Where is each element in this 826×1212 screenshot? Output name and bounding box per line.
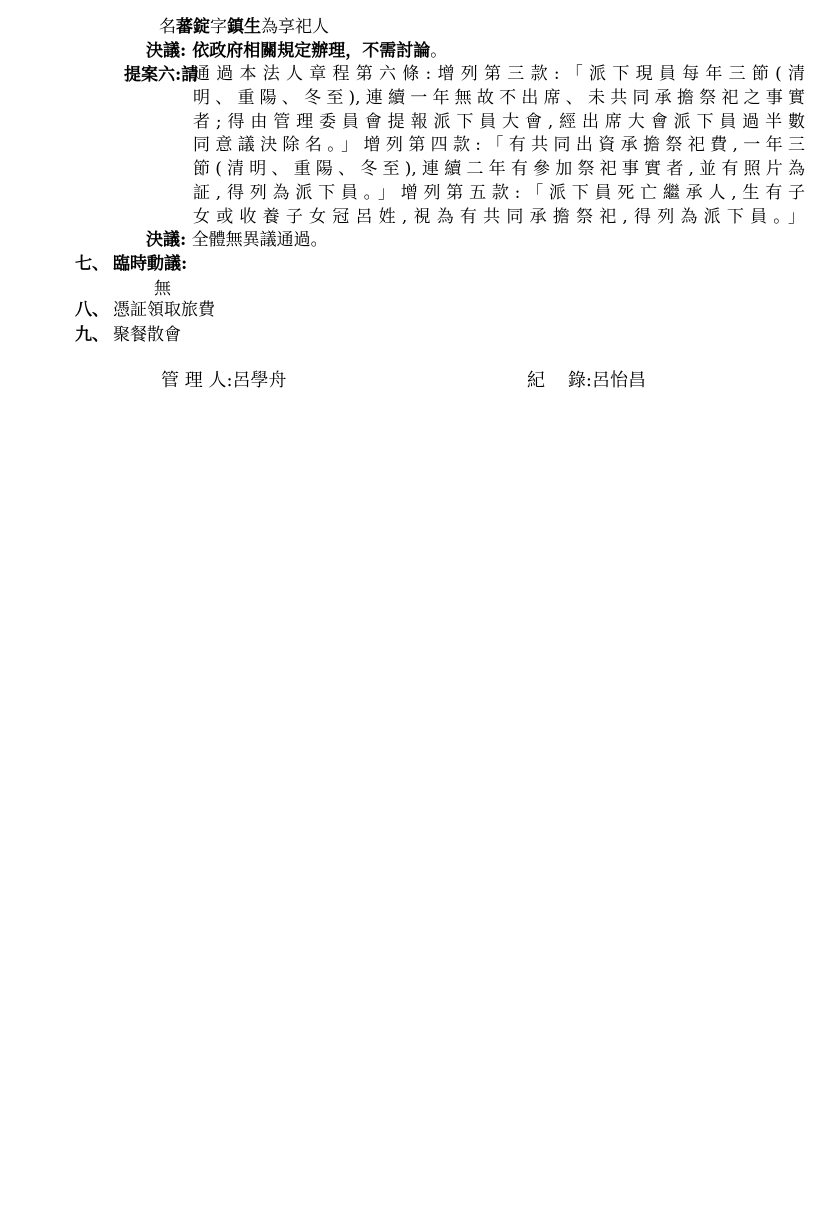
- manager-name: 呂學舟: [232, 370, 287, 391]
- proposal-6-line: 明、重陽、冬至),連續一年無故不出席、未共同承擔祭祀之事實: [193, 87, 805, 108]
- item-9: [75, 324, 181, 346]
- honoree-text-c: 字: [210, 17, 227, 37]
- recorder-signature: [527, 370, 646, 392]
- item-7-content-text: 無: [154, 279, 171, 299]
- item-8: [75, 299, 215, 321]
- proposal-6-line: 証,得列為派下員。」增列第五款:「派下員死亡繼承人,生有子: [193, 182, 805, 203]
- manager-label: 管 理 人:: [161, 370, 233, 391]
- item-8-number: 八、: [75, 300, 109, 320]
- proposal-6-line: 通過本法人章程第六條:增列第三款:「派下現員每年三節(清: [193, 64, 805, 84]
- resolution-6-text: 全體無異議通過。: [186, 230, 328, 250]
- item-7-title: 臨時動議:: [113, 254, 188, 274]
- proposal-6-line: 節(清明、重陽、冬至),連續二年有參加祭祀事實者,並有照片為: [193, 159, 805, 180]
- resolution-6: [146, 229, 328, 251]
- honoree-text-b: 蕃錠: [176, 17, 210, 37]
- resolution-6-label: 決議:: [146, 230, 187, 250]
- manager-signature: [161, 370, 287, 392]
- proposal-6-line: 女或收養子女冠呂姓,視為有共同承擔祭祀,得列為派下員。」: [193, 206, 805, 227]
- proposal-6-line: 同意議決除名。」增列第四款:「有共同出資承擔祭祀費,一年三: [193, 135, 805, 156]
- honoree-line: [159, 16, 329, 38]
- proposal-6-body: [193, 63, 805, 230]
- honoree-text-e: 為享祀人: [261, 17, 329, 37]
- item-8-text: 憑証領取旅費: [113, 300, 215, 320]
- item-7-number: 七、: [75, 254, 109, 274]
- resolution-5-tail: 。: [430, 41, 448, 61]
- recorder-name: 呂怡昌: [591, 370, 646, 391]
- proposal-6-heading: [124, 64, 198, 86]
- resolution-5: [146, 40, 447, 62]
- recorder-label: 紀 錄:: [527, 370, 592, 391]
- proposal-6-label: 提案六:: [124, 65, 182, 85]
- item-9-text: 聚餐散會: [113, 325, 181, 345]
- resolution-5-text: 依政府相關規定辦理，不需討論: [186, 41, 431, 61]
- item-7-content: [154, 278, 171, 300]
- item-9-number: 九、: [75, 325, 109, 345]
- proposal-6-lead: 請: [181, 65, 199, 85]
- item-7-heading: [75, 253, 187, 275]
- resolution-5-label: 決議:: [146, 41, 187, 61]
- honoree-text-a: 名: [159, 17, 176, 37]
- proposal-6-line: 者;得由管理委員會提報派下員大會,經出席大會派下員過半數: [193, 111, 805, 132]
- honoree-text-d: 鎮生: [227, 17, 261, 37]
